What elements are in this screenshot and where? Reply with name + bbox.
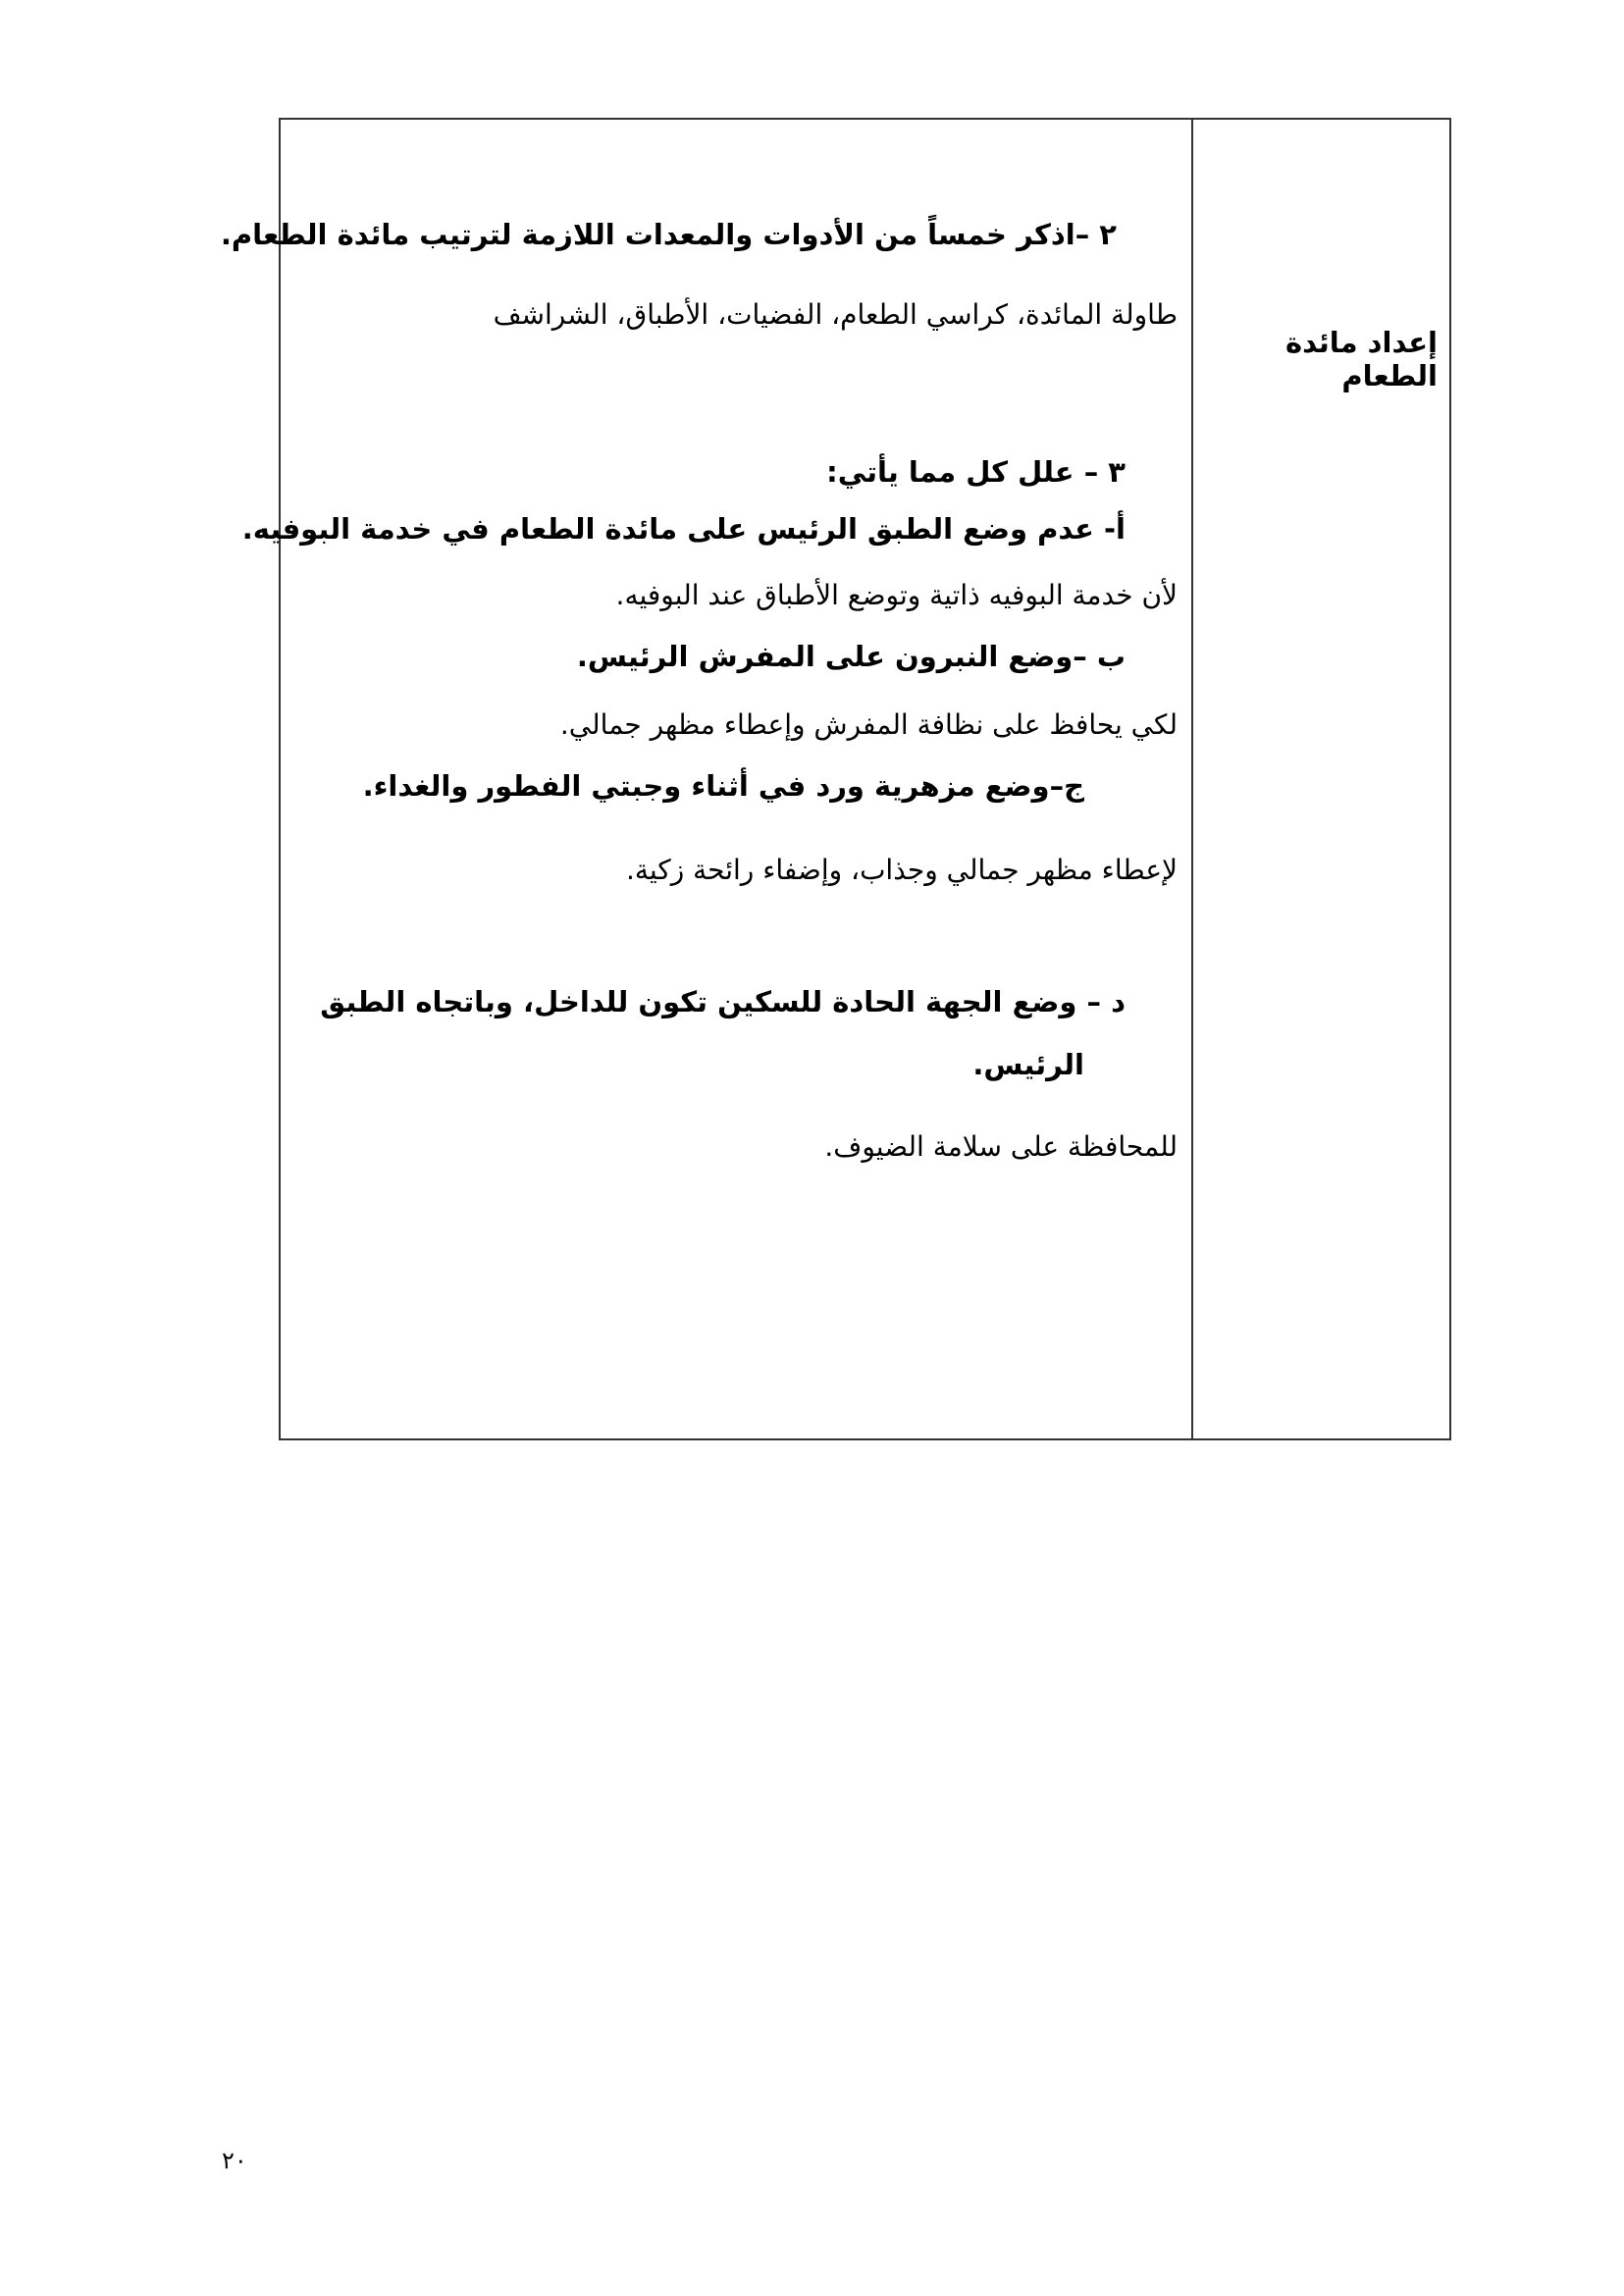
content-table [220, 118, 1451, 1440]
question-3d-line2: الرئيس. [972, 1048, 1084, 1081]
answer-3a: لأن خدمة البوفيه ذاتية وتوضع الأطباق عند البوفيه. [615, 579, 1178, 611]
topic-cell: إعداد مائدة الطعام [1284, 326, 1438, 392]
question-3c: ج–وضع مزهرية ورد في أثناء وجبتي الفطور والغداء. [362, 769, 1084, 803]
column-divider [1191, 120, 1193, 1438]
question-3-heading: ٣ – علل كل مما يأتي: [826, 455, 1126, 489]
question-2: ٢ –اذكر خمساً من الأدوات والمعدات اللازمة لترتيب مائدة الطعام. [220, 218, 1117, 251]
question-3d-line1: د – وضع الجهة الحادة للسكين تكون للداخل، وباتجاه الطبق [320, 985, 1126, 1018]
answer-3b: لكي يحافظ على نظافة المفرش وإعطاء مظهر جمالي. [559, 708, 1178, 741]
question-3a: أ- عدم وضع الطبق الرئيس على مائدة الطعام في خدمة البوفيه. [241, 512, 1126, 546]
answer-3d: للمحافظة على سلامة الضيوف. [824, 1130, 1178, 1163]
page-number: ٢٠ [222, 2147, 247, 2174]
answer-3c: لإعطاء مظهر جمالي وجذاب، وإضفاء رائحة زكية. [626, 854, 1178, 886]
answer-2: طاولة المائدة، كراسي الطعام، الفضيات، الأطباق، الشراشف [493, 298, 1178, 331]
question-3b: ب –وضع النبرون على المفرش الرئيس. [576, 640, 1126, 673]
